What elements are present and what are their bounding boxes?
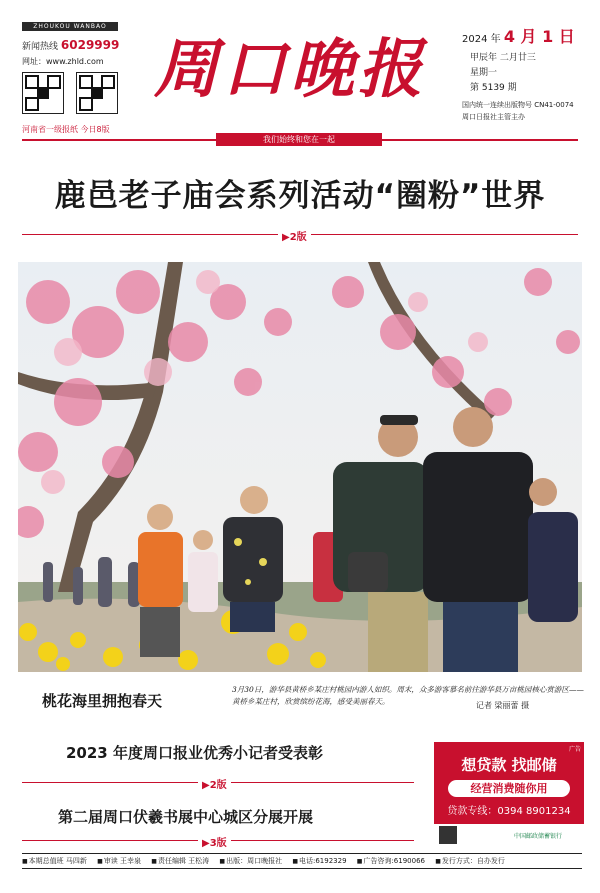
footer-item: ■ 电话:6192329 [292,857,346,865]
ad-phone: 贷款专线：0394 8901234 [447,806,571,817]
footer-item: ■ 审读 王幸泉 [97,857,141,865]
date-month-day: 4 月 1 日 [503,27,575,46]
ad-headline: 想贷款 找邮储 [461,756,557,774]
ad-corner-label: 广告 [568,746,581,753]
page-reference-label: ▶2版 [278,228,311,243]
qr-code-icon [22,72,64,114]
hotline-label: 新闻热线 [22,42,59,52]
tagline-left: 河南省一级报纸 今日8版 [22,125,110,134]
ad-slogan: 经营消费随你用 [448,780,570,797]
lunar-date: 甲辰年 二月廿三 [470,53,536,63]
footer-item: ■ 责任编辑 王松涛 [151,857,209,865]
photo-credit: 记者 梁丽蕾 摄 [476,701,530,710]
ad-footer [434,824,584,847]
page-reference-label: ▶3版 [198,834,231,849]
footer-item: ■ 广告咨询:6190066 [357,857,425,865]
hotline-number: 6029999 [60,38,120,52]
host-organization: 周口日报社主管主办 [462,113,525,121]
website[interactable]: 网址：www.zhld.com [22,57,104,66]
editorial-footer [22,853,582,869]
cn-number: 国内统一连续出版物号 CN41-0074 [462,101,574,109]
issue-number: 第 5139 期 [470,83,517,93]
photo-caption-text: 3月30日，游华县黄桥乡某庄村桃园内游人如织。周末，众多游客慕名前往游华县万亩桃园核心赏游区——黄桥乡某庄村，欣赏缤纷花海，感受美丽春天。 [232,685,584,706]
lead-headline[interactable]: 鹿邑老子庙会系列活动“圈粉”世界 [54,178,546,214]
qr-code-icon [439,826,457,844]
footer-item: ■ 出版：周口晚报社 [219,857,282,865]
ad-brand: 中国邮政储蓄银行 [514,833,563,840]
news-hotline [22,38,119,52]
slogan: 我们始终和您在一起 [216,133,382,146]
date [462,24,575,47]
brand-english: ZHOUKOU WANBAO [22,22,118,31]
page-reference[interactable] [22,776,414,790]
page-reference[interactable] [22,834,414,848]
photo-caption-title: 桃花海里拥抱春天 [42,692,163,710]
date-year: 2024 年 [462,34,501,45]
footer-item: ■ 发行方式：自办发行 [435,857,505,865]
page-reference[interactable] [22,228,578,242]
story-headline[interactable]: 第二届周口伏羲书展中心城区分展开展 [58,808,314,826]
qr-code-icon [76,72,118,114]
lead-photo [18,262,582,672]
newspaper-logo: 周口晚报 [154,32,426,107]
story-headline[interactable]: 2023 年度周口报业优秀小记者受表彰 [66,744,323,762]
postal-bank-ad[interactable] [434,742,584,847]
page-reference-label: ▶2版 [198,776,231,791]
weekday: 星期一 [470,68,498,78]
footer-item: ■ 本期总值班 马四新 [22,857,87,865]
